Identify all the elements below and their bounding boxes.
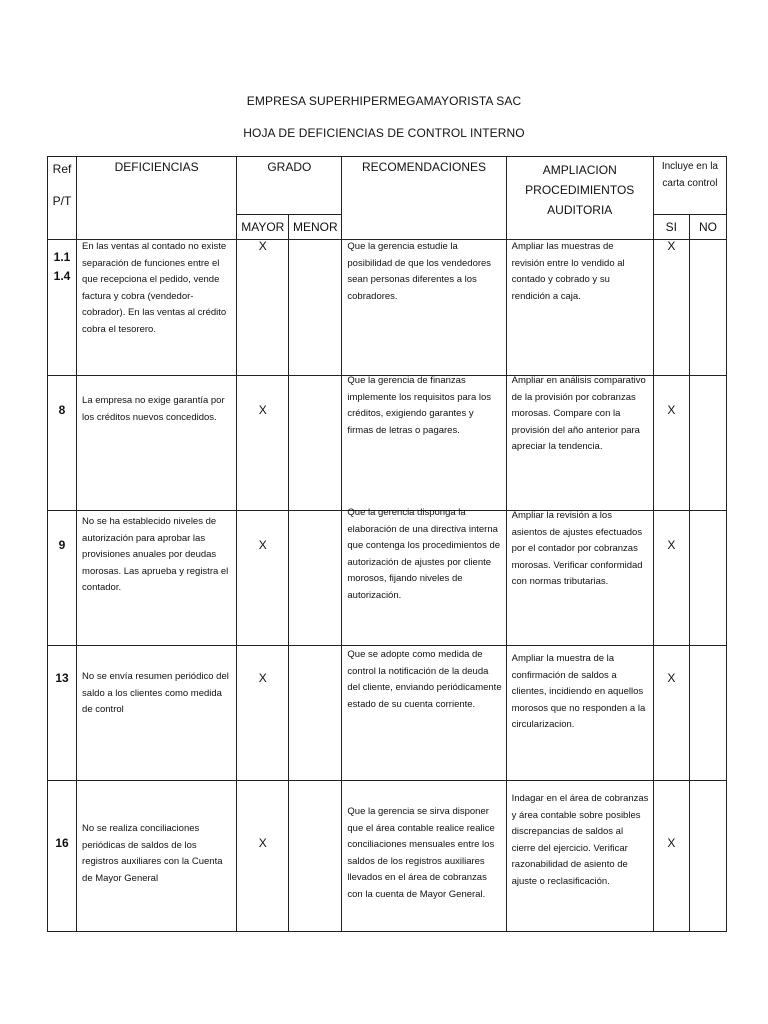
document-title: HOJA DE DEFICIENCIAS DE CONTROL INTERNO <box>243 126 525 140</box>
si-cell <box>653 511 689 646</box>
menor-cell <box>289 511 342 646</box>
ampliacion-text: Ampliar en análisis comparativo de la provisión por cobranzas morosas. Compare con la provisión del año anterior para apreciar la tendencia. <box>511 375 646 453</box>
ref-cell <box>48 646 77 781</box>
recomendacion-text: Que la gerencia se sirva disponer que el área contable realice realice conciliaciones mensuales entre los saldos de los registros auxiliares llevados en el área de cobranzas con la cuenta de Mayor General. <box>347 806 495 900</box>
si-mark: X <box>667 239 676 253</box>
ampliacion-cell <box>506 511 653 646</box>
header-si: SI <box>653 215 689 240</box>
mayor-cell <box>237 646 289 781</box>
deficiencia-text: No se realiza conciliaciones periódicas de saldos de los registros auxiliares con la Cuenta de Mayor General <box>82 823 223 884</box>
company-name: EMPRESA SUPERHIPERMEGAMAYORISTA SAC <box>246 94 522 108</box>
menor-cell <box>289 646 342 781</box>
header-incluye-line1: Incluye en la <box>661 161 718 172</box>
header-incluye <box>653 157 726 215</box>
header-ampliacion <box>506 157 653 240</box>
ref-cell <box>48 240 77 376</box>
no-cell <box>689 511 726 646</box>
deficiencies-table <box>47 156 727 932</box>
header-ampliacion-line2: PROCEDIMIENTOS <box>525 183 635 197</box>
deficiencia-text: No se ha establecido niveles de autorización para aprobar las provisiones anuales por deudas morosas. Las aprueba y registra el contador. <box>82 516 229 594</box>
mayor-cell <box>237 376 289 511</box>
header-ref-line1: Ref <box>52 162 72 176</box>
header-ampliacion-line3: AUDITORIA <box>547 203 613 217</box>
ampliacion-cell <box>506 646 653 781</box>
recomendacion-cell <box>342 781 506 932</box>
header-ampliacion-line1: AMPLIACION <box>542 163 617 177</box>
table-row <box>48 511 727 646</box>
mayor-mark: X <box>258 836 267 850</box>
recomendacion-cell <box>342 646 506 781</box>
si-mark: X <box>667 836 676 850</box>
header-recomendaciones: RECOMENDACIONES <box>342 157 506 240</box>
ampliacion-text: Indagar en el área de cobranzas y área contable sobre posibles discrepancias de saldos al cierre del ejercicio. Verificar razonabilidad de asiento de ajuste o reclasificación. <box>511 793 649 887</box>
recomendacion-cell <box>342 376 506 511</box>
header-ref <box>48 157 77 240</box>
recomendacion-cell <box>342 507 506 646</box>
deficiencia-cell <box>77 646 237 781</box>
ref-value: 16 <box>55 836 69 850</box>
ampliacion-cell <box>506 781 653 932</box>
menor-cell <box>289 240 342 376</box>
recomendacion-cell <box>342 240 506 376</box>
recomendacion-text: Que se adopte como medida de control la notificación de la deuda del cliente, enviando periódicamente estado de su cuenta corriente. <box>347 649 502 710</box>
si-cell <box>653 781 689 932</box>
header-grado: GRADO <box>237 157 342 215</box>
ref-value: 9 <box>58 538 66 552</box>
ampliacion-text: Ampliar la muestra de la confirmación de saldos a clientes, incidiendo en aquellos morosos que no responden a la circularizacion. <box>511 653 646 731</box>
no-cell <box>689 646 726 781</box>
ref-value: 1.1 <box>53 250 71 264</box>
menor-cell <box>289 376 342 511</box>
header-row <box>48 157 727 215</box>
table-row <box>48 646 727 781</box>
ref-cell <box>48 781 77 932</box>
ampliacion-cell <box>506 376 653 511</box>
mayor-mark: X <box>258 538 267 552</box>
table-row <box>48 240 727 376</box>
ref-value: 8 <box>58 403 66 417</box>
header-ref-line2: P/T <box>52 194 72 208</box>
ref-value-secondary: 1.4 <box>53 269 71 283</box>
si-cell <box>653 376 689 511</box>
deficiencia-text: En las ventas al contado no existe separación de funciones entre el que recepciona el pedido, vende factura y cobra (vendedor-cobrador). En las ventas al crédito cobra el tesorero. <box>82 241 227 335</box>
menor-cell <box>289 781 342 932</box>
header-menor: MENOR <box>289 215 342 240</box>
header-deficiencias: DEFICIENCIAS <box>77 157 237 240</box>
header-mayor: MAYOR <box>237 215 289 240</box>
mayor-cell <box>237 511 289 646</box>
mayor-mark: X <box>258 671 267 685</box>
recomendacion-text: Que la gerencia estudie la posibilidad de que los vendedores sean personas diferentes a los cobradores. <box>347 241 492 302</box>
no-cell <box>689 240 726 376</box>
deficiencia-cell <box>77 240 237 376</box>
si-mark: X <box>667 671 676 685</box>
recomendacion-text: Que la gerencia de finanzas implemente los requisitos para los créditos, exigiendo garantes y firmas de letras o pagares. <box>347 375 492 436</box>
deficiencia-text: No se envía resumen periódico del saldo a los clientes como medida de control <box>82 671 229 716</box>
table-row <box>48 376 727 511</box>
ref-value: 13 <box>55 671 69 685</box>
si-mark: X <box>667 403 676 417</box>
mayor-mark: X <box>258 403 267 417</box>
deficiencia-cell <box>77 376 237 511</box>
ampliacion-cell <box>506 240 653 376</box>
mayor-cell <box>237 781 289 932</box>
deficiencia-text: La empresa no exige garantía por los créditos nuevos concedidos. <box>82 395 225 423</box>
no-cell <box>689 376 726 511</box>
ampliacion-text: Ampliar las muestras de revisión entre lo vendido al contado y cobrado y su rendición a caja. <box>511 241 625 302</box>
deficiencia-cell <box>77 781 237 932</box>
si-cell <box>653 240 689 376</box>
mayor-mark: X <box>258 239 267 253</box>
si-mark: X <box>667 538 676 552</box>
deficiencia-cell <box>77 511 237 646</box>
no-cell <box>689 781 726 932</box>
si-cell <box>653 646 689 781</box>
header-incluye-line2: carta control <box>662 178 718 189</box>
ampliacion-text: Ampliar la revisión a los asientos de ajustes efectuados por el contador por cobranzas morosas. Verificar conformidad con normas tributarias. <box>511 510 643 588</box>
table-row <box>48 781 727 932</box>
ref-cell <box>48 376 77 511</box>
header-no: NO <box>689 215 726 240</box>
mayor-cell <box>237 240 289 376</box>
recomendacion-text: Que la gerencia disponga la elaboración de una directiva interna que contenga los procedimientos de autorización de ajustes por cliente morosos, fijando niveles de autorización. <box>347 507 501 601</box>
ref-cell <box>48 511 77 646</box>
